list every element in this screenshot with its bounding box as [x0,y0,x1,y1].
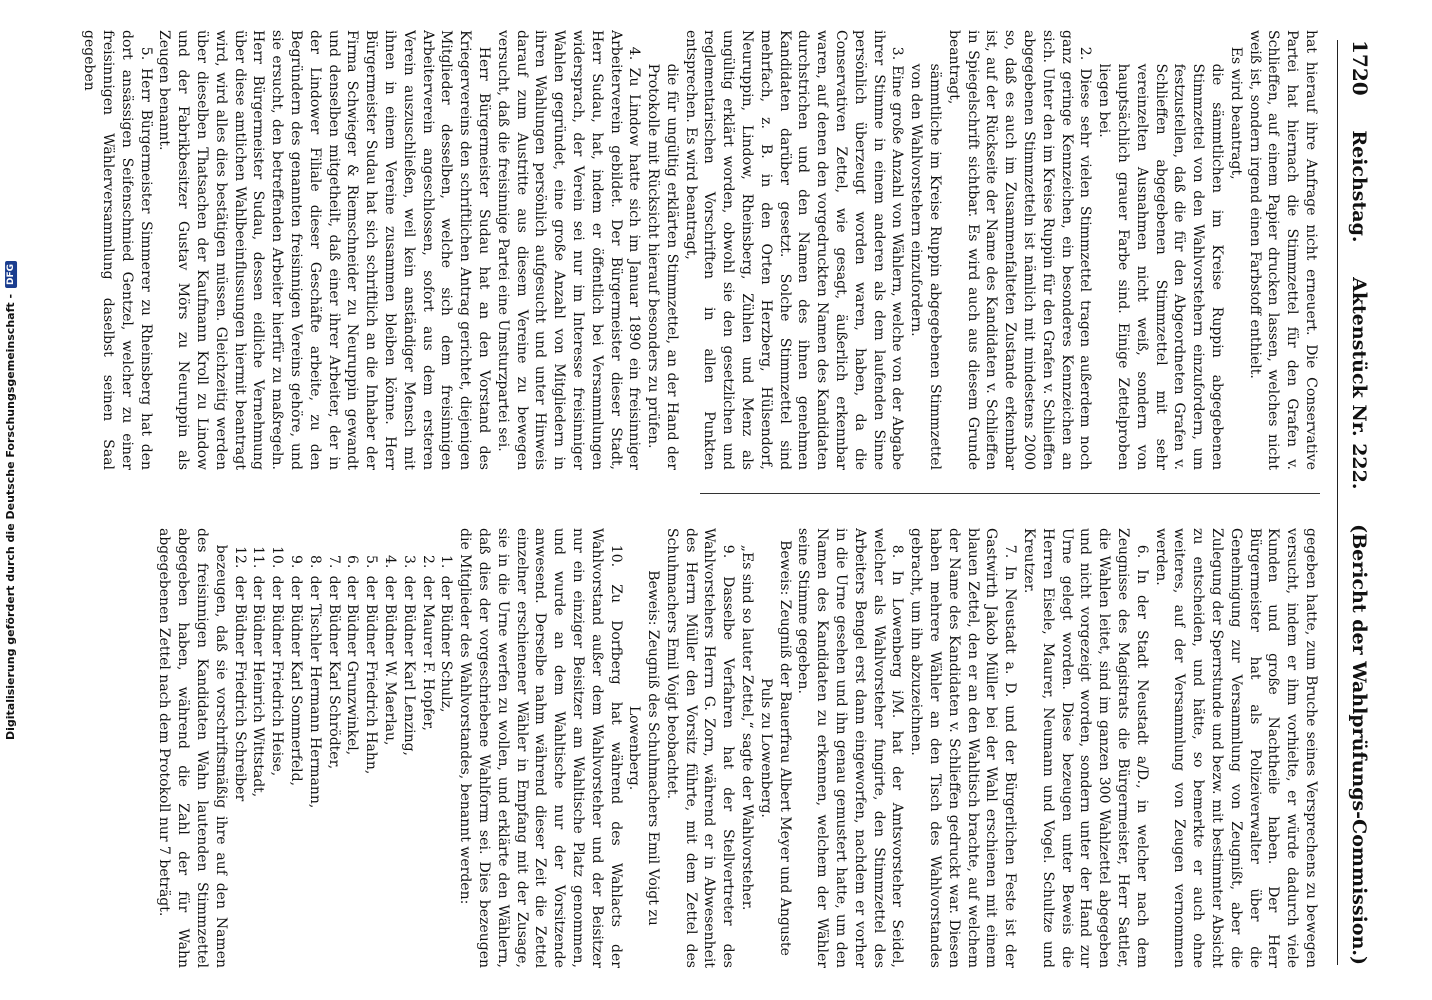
page-number: 1720 [1348,40,1372,96]
paragraph: 8. In Lowenberg i/M. hat der Amtsvorsteher Seidel, welcher als Wahlvorsteher fungirte, den Stimmzettel des Arbeiters Bengel erst dann eingeworfen, nachdem er vorher in die Urne gesehen und ihn genau gemustert hatte, um den Namen des Kandidaten zu erkennen, welchem der Wähler seine Stimme gegeben. [795,528,906,968]
paragraph: Beweis: Zeugniß der Bauerfrau Albert Meyer und Anguste Puls zu Lowenberg. [757,540,793,956]
witness-list-item: 12. der Büdner Friedrich Schreiber [230,573,249,968]
right-column [40,528,1320,968]
header-right: (Bericht der Wahlprüfungs-Commission.) [1348,524,1370,965]
paragraph: hat hierauf ihre Anfrage nicht erneuert. Die Conservative Partei hat hiernach die Stimmzettel für den Grafen v. Schlieffen, auf einem Papier drucken lassen, welches nicht weiß ist, sondern irgend einen Farbstoff enthielt. [1246,30,1319,470]
witness-list-item: 1. der Büdner Schulz, [437,573,456,968]
footer-strip [0,0,22,1000]
paragraph: 7. In Neustadt a. D. und der Bürgerlichen Feste ist der Gastwirth Jakob Müller bei der Wahl erschienen mit einem blauen Zettel, den er an den Wahltisch brachte, auf welchem der Name des Kandidaten v. Schlieffen gedruckt war. Diesen haben mehrere Wähler an den Tisch des Wahlvorstandes gebracht, um ihn abzuzeichnen. [908,528,1019,968]
witness-list-item: 8. der Tischler Hermann Hermann, [305,573,324,968]
witness-list-item: 4. der Büdner W. Maerlau, [380,573,399,968]
left-column [40,30,1320,470]
header-left: Reichstag. [1348,130,1370,243]
paragraph: Beweis: Zeugniß des Schuhmachers Emil Voigt zu Lowenberg. [626,570,662,926]
dfg-logo: DFG [5,260,17,287]
paragraph: sämmtliche im Kreise Ruppin abgegebenen Stimmzettel von den Wahlvorstehern einzufordern. [908,63,944,470]
witness-list-item: 11. der Büdner Heinrich Wittstadt, [249,573,268,968]
witness-list-item: 7. der Büdner Karl Schrödter, [324,573,343,968]
paragraph: Es wird beantragt, [1227,46,1244,180]
witness-list-item: 9. der Büdner Karl Sommerfeld, [286,573,305,968]
paragraph: die sämmtlichen im Kreise Ruppin abgegebenen Stimmzettel von den Wahlvorstehern einzufordern, um festzustellen, daß die für den Abgeordneten Grafen v. Schlieffen abgegebenen Stimmzettel mit sehr vereinzelten Ausnahmen nicht weiß, sondern von hauptsächlich grauer Farbe sind. Einige Zettelproben liegen bei. [1096,63,1226,470]
witness-list-item: 5. der Büdner Friedrich Hahn, [361,573,380,968]
witness-list-item: 3. der Büdner Karl Lenzing, [399,573,418,968]
witness-list-item: 10. der Büdner Friedrich Heise, [267,573,286,968]
footer-text: Digitalisierung gefördert durch die Deutsche Forschungsgemeinschaft - [4,293,18,740]
paragraph: „Es sind so lauter Zettel,“ sagte der Wahlvorsteher. [739,544,756,911]
page-header [1337,40,1372,965]
witness-list-item: 2. der Maurer F. Hopfer, [418,573,437,968]
paragraph: 3. Eine große Anzahl von Wählern, welche von der Abgabe ihrer Stimme in einem anderen als dem laufenden Sinne persönlich überzeugt worden waren, haben, da die Conservativen Zettel, wie gesagt, äußerlich erkennbar waren, auf denen den vorgedruckten Namen des Kandidaten durchstrichen und den Namen des ihnen genehmen Kandidaten darüber gesetzt. Solche Stimmzettel sind mehrfach, z. B. in den Orten Herzberg, Hülsendorf, Neuruppin, Lindow, Rheinsberg, Zühlen und Menz als ungültig erklärt worden, obwohl sie den gesetzlichen und reglementarischen Vorschriften in allen Punkten entsprechen. Es wird beantragt, [682,30,906,470]
paragraph: die für ungültig erklärten Stimmzettel, an der Hand der Protokolle mit Rücksicht hierauf besonders zu prüfen. [645,63,680,470]
paragraph: bezeugen, daß sie vorschriftsmäßig ihre auf den Namen des freisinnigen Kandidaten Wahn lautenden Stimmzettel abgegeben haben, während die Zahl der für Wahn abgegebenen Zettel nach dem Protokoll nur 7 beträgt. [156,528,229,968]
paragraph: 6. In der Stadt Neustadt a/D., in welcher nach dem Zeugnisse des Magistrats die Bürgermeister, Herr Sattler, die Wahlen leitet, sind im ganzen 300 Wahlzettel abgegeben und nicht vorgezeigt worden, sondern unter der Hand zur Urne gelegt worden. Diese bezeugen unter Beweis die Herren Eisele, Maurer, Neumann und Vogel. Schultze und Kreutzer. [1021,528,1150,968]
paragraph: 9. Dasselbe Verfahren hat der Stellvertreter des Wahlvorstehers Herrn G. Zorn, während er in Abwesenheit des Herrn Müller den Vorsitz führte, mit dem Zettel des Schuhmachers Emil Voigt beobachtet. [663,528,737,968]
paragraph: 5. Herr Bürgermeister Simmerer zu Rheinsberg hat den dort ansässigen Seifenschmied Gentzel, welcher zu einer freisinnigen Wählerversammlung daselbst seinen Saal gegeben [81,30,154,470]
paragraph: 10. Zu Dorfberg hat während des Wahlacts der Wahlvorstand außer dem Wahlvorsteher und der Beisitzer nur ein einziger Beisitzer am Wahltische Platz genommen, und wurde an dem Wahltische nur der Vorsitzende anwesend. Derselbe nahm während dieser Zeit die Zettel einzelner erschienener Wähler in Empfang mit der Zusage, sie in die Urne werfen zu wollen, und erklärte den Wählern, daß dies der vorgeschriebene Wahlform sei. Dies bezeugen die Mitglieder des Wahlvorstandes, benannt werden: [457,528,624,968]
witness-list [230,528,456,968]
paragraph: 4. Zu Lindow hatte sich im Januar 1890 ein freisinniger Arbeiterverein gebildet. Der Bürgermeister dieser Stadt, Herr Sudau, hat, indem er öffentlich bei Versammlungen widersprach, der Verein sei nur im Interesse freisinniger Wahlen gegründet, eine große Anzahl von Mitgliedern in ihren Wahlungen persönlich aufgesucht und unter Hinweis darauf zum Austritte aus diesem Vereine zu bewegen versucht, daß die freisinnige Partei eine Umsturzpartei sei. [494,30,643,470]
witness-list-item: 6. der Büdner Grunzwinkel, [343,573,362,968]
paragraph: 2. Diese sehr vielen Stimmzettel tragen außerdem noch ganz geringe Kennzeichen, ein besonderes Kennzeichen an sich. Unter den im Kreise Ruppin für den Grafen v. Schlieffen abgegebenen Stimmzetteln ist nämlich mit mindestens 2000 so, daß es auch im Zusammenfalteten Zustande erkennbar ist, auf der Rückseite der Name des Kandidaten v. Schlieffen in Spiegelschrift sichtbar. Es wird auch aus diesem Grunde beantragt, [945,30,1094,470]
paragraph: Herr Bürgermeister Sudau hat an den Vorstand des Kriegervereins den schriftlichen Antrag gerichtet, diejenigen Mitglieder desselben, welche sich dem freisinnigen Arbeiterverein angeschlossen, sofort aus dem ersteren Verein auszuschließen, weil kein anständiger Mensch mit ihnen in einem Vereine zusammen bleiben könne. Herr Bürgermeister Sudau hat sich schriftlich an die Inhaber der Firma Schwieger & Riemschneider zu Neuruppin gewandt und denselben mitgetheilt, daß einer ihrer Arbeiter, der in der Lindower Filiale dieser Geschäfte arbeite, zu den Begründern des genannten freisinnigen Vereins gehöre, und sie ersucht, den betreffenden Arbeiter hierfür zu maßregeln. Herr Bürgermeister Sudau, dessen eidliche Vernehmung über diese amtlichen Wahlbeeinflussungen hiermit beantragt wird, wird alles dies bestätigen müssen. Gleichzeitig werden über dieselben Thatsachen der Kaufmann Kroll zu Lindow und der Fabrikbesitzer Gustav Mörs zu Neuruppin als Zeugen benannt. [156,30,492,470]
column-divider [700,493,1320,494]
header-center: Aktenstück Nr. 222. [1348,277,1370,490]
paragraph: gegeben hatte, zum Bruche seines Versprechens zu bewegen versucht, indem er ihm vorhielte, er würde dadurch viele Kunden und große Nachtheile haben. Der Herr Bürgermeister hat als Polizeiverwalter über die Genehmigung zur Versammlung von Zeugnißt, aber die Zulegung der Sperrstunde und bezw. mit bestimmter Absicht zu entscheiden, und hätte, so bemerkte er auch ohne weiteres, auf der Versammlung von Zeugen vernommen werden. [1152,528,1319,968]
